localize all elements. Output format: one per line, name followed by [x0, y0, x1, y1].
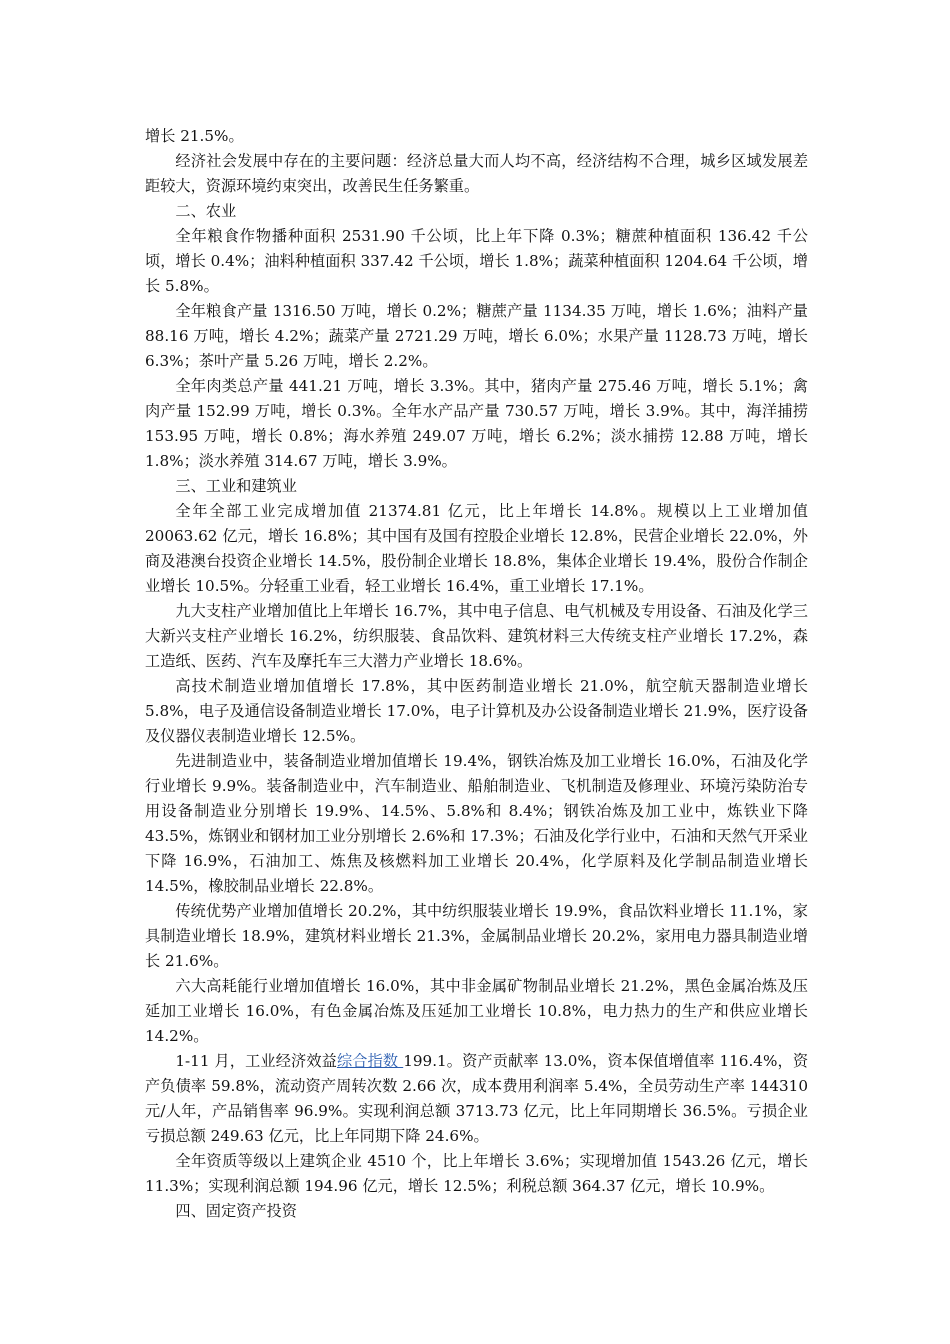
paragraph-meat-aquatic: 全年肉类总产量 441.21 万吨，增长 3.3%。其中，猪肉产量 275.46 万吨，增长 5.1%；禽肉产量 152.99 万吨，增长 0.3%。全年水产品产量 730.57 万吨，增长 3.9%。其中，海洋捕捞 153.95 万吨，增长 0.8%；海水养殖 249.07 万吨，增长 6.2%；淡水捕捞 12.88 万吨，增长 1.8%；淡水养殖 314.67 万吨，增长 3.9%。	[145, 377, 808, 470]
paragraph-continuation: 增长 21.5%。	[145, 127, 244, 145]
paragraph-sown-area: 全年粮食作物播种面积 2531.90 千公顷，比上年下降 0.3%；糖蔗种植面积 136.42 千公顷，增长 0.4%；油料种植面积 337.42 千公顷，增长 1.8%；蔬菜种植面积 1204.64 千公顷，增长 5.8%。	[145, 227, 808, 295]
paragraph-advanced-manufacturing: 先进制造业中，装备制造业增加值增长 19.4%，钢铁冶炼及加工业增长 16.0%，石油及化学行业增长 9.9%。装备制造业中，汽车制造业、船舶制造业、飞机制造及修理业、环境污染防治专用设备制造业分别增长 19.9%、14.5%、5.8%和 8.4%；钢铁冶炼及加工业中，炼铁业下降 43.5%，炼钢业和钢材加工业分别增长 2.6%和 17.3%；石油及化学行业中，石油和天然气开采业下降 16.9%，石油加工、炼焦及核燃料加工业增长 20.4%，化学原料及化学制品制造业增长 14.5%，橡胶制品业增长 22.8%。	[145, 752, 808, 895]
paragraph-main-problems: 经济社会发展中存在的主要问题：经济总量大而人均不高，经济结构不合理，城乡区域发展差距较大，资源环境约束突出，改善民生任务繁重。	[145, 152, 808, 195]
paragraph-crop-output: 全年粮食产量 1316.50 万吨，增长 0.2%；糖蔗产量 1134.35 万吨，增长 1.6%；油料产量 88.16 万吨，增长 4.2%；蔬菜产量 2721.29 万吨，增长 6.0%；水果产量 1128.73 万吨，增长 6.3%；茶叶产量 5.26 万吨，增长 2.2%。	[145, 302, 808, 370]
paragraph-industry-value: 全年全部工业完成增加值 21374.81 亿元，比上年增长 14.8%。规模以上工业增加值 20063.62 亿元，增长 16.8%；其中国有及国有控股企业增长 12.8%，民营企业增长 22.0%，外商及港澳台投资企业增长 14.5%，股份制企业增长 18.8%，集体企业增长 19.4%，股份合作制企业增长 10.5%。分轻重工业看，轻工业增长 16.4%，重工业增长 17.1%。	[145, 502, 808, 595]
section-heading-agriculture: 二、农业	[175, 202, 237, 220]
efficiency-text-after: 199.1。资产贡献率 13.0%，资本保值增值率 116.4%，资产负债率 59.8%，流动资产周转次数 2.66 次，成本费用利润率 5.4%，全员劳动生产率 144310 元/人年，产品销售率 96.9%。实现利润总额 3713.73 亿元，比上年同期增长 36.5%。亏损企业亏损总额 249.63 亿元，比上年同期下降 24.6%。	[145, 1052, 809, 1145]
paragraph-traditional-industries: 传统优势产业增加值增长 20.2%，其中纺织服装业增长 19.9%，食品饮料业增长 11.1%，家具制造业增长 18.9%，建筑材料业增长 21.3%，金属制品业增长 20.2%，家用电力器具制造业增长 21.6%。	[145, 902, 808, 970]
paragraph-energy-intensive: 六大高耗能行业增加值增长 16.0%，其中非金属矿物制品业增长 21.2%，黑色金属冶炼及压延加工业增长 16.0%，有色金属冶炼及压延加工业增长 10.8%，电力热力的生产和供应业增长 14.2%。	[145, 977, 808, 1045]
paragraph-high-tech: 高技术制造业增加值增长 17.8%，其中医药制造业增长 21.0%，航空航天器制造业增长 5.8%，电子及通信设备制造业增长 17.0%，电子计算机及办公设备制造业增长 21.9%，医疗设备及仪器仪表制造业增长 12.5%。	[145, 677, 808, 745]
document-body	[145, 124, 808, 1224]
efficiency-text-before: 1-11 月，工业经济效益	[175, 1052, 337, 1070]
section-heading-industry: 三、工业和建筑业	[175, 477, 297, 495]
paragraph-construction: 全年资质等级以上建筑企业 4510 个，比上年增长 3.6%；实现增加值 1543.26 亿元，增长 11.3%；实现利润总额 194.96 亿元，增长 12.5%；利税总额 364.37 亿元，增长 10.9%。	[145, 1152, 808, 1195]
composite-index-link[interactable]: 综合指数	[336, 1052, 404, 1070]
paragraph-economic-efficiency	[145, 1049, 808, 1149]
paragraph-pillar-industries: 九大支柱产业增加值比上年增长 16.7%，其中电子信息、电气机械及专用设备、石油及化学三大新兴支柱产业增长 16.2%，纺织服装、食品饮料、建筑材料三大传统支柱产业增长 17.2%，森工造纸、医药、汽车及摩托车三大潜力产业增长 18.6%。	[145, 602, 808, 670]
section-heading-fixed-investment: 四、固定资产投资	[175, 1202, 297, 1220]
